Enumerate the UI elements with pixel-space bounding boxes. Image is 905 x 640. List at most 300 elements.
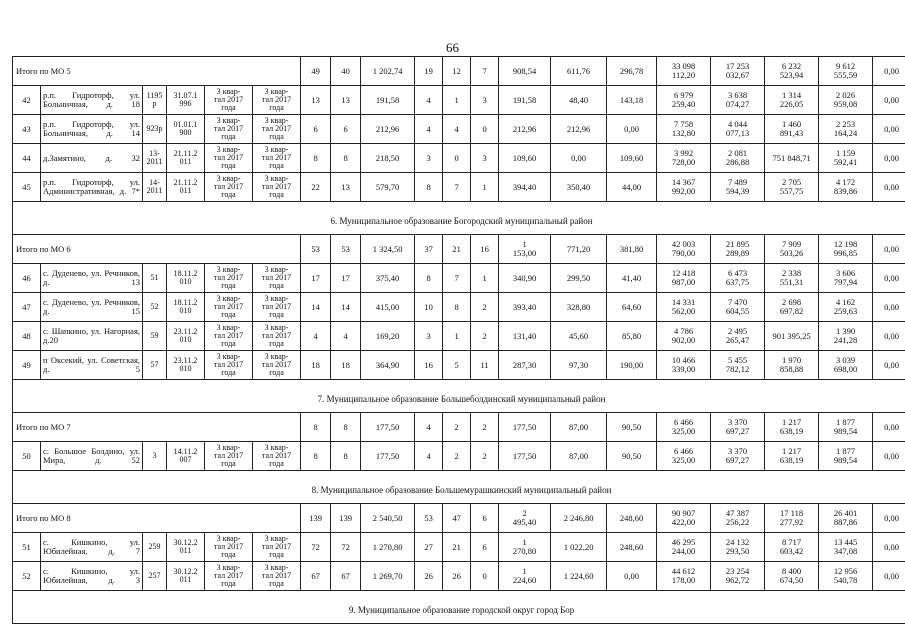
value-cell: 1 224,60	[499, 562, 551, 591]
value-cell: 24 132 293,50	[711, 533, 765, 562]
doc-number: 257	[143, 562, 167, 591]
housing-table	[12, 56, 905, 624]
value-cell: 14 367 992,00	[657, 173, 711, 202]
section-header-row	[13, 380, 905, 413]
total-value: 33 098 112,20	[657, 57, 711, 86]
planned-quarter: 3 квар- тал 2017 года	[205, 173, 253, 202]
value-cell: 8	[301, 442, 331, 471]
value-cell: 5 455 782,12	[711, 351, 765, 380]
total-value: 381,80	[607, 235, 657, 264]
planned-quarter: 3 квар- тал 2017 года	[253, 264, 301, 293]
row-number: 50	[13, 442, 41, 471]
value-cell: 4	[331, 322, 361, 351]
total-value: 908,54	[499, 57, 551, 86]
doc-date: 30.12.2 011	[167, 562, 205, 591]
value-cell: 212,96	[499, 115, 551, 144]
total-value: 771,20	[551, 235, 607, 264]
value-cell: 4 162 259,63	[819, 293, 873, 322]
value-cell: 8	[301, 144, 331, 173]
total-value: 8	[301, 413, 331, 442]
total-value: 0,00	[873, 413, 905, 442]
value-cell: 72	[301, 533, 331, 562]
table-row	[13, 264, 905, 293]
value-cell: 4	[415, 86, 443, 115]
value-cell: 3	[415, 322, 443, 351]
value-cell: 131,40	[499, 322, 551, 351]
value-cell: 6	[301, 115, 331, 144]
total-value: 42 003 790,00	[657, 235, 711, 264]
total-value: 1 202,74	[361, 57, 415, 86]
total-value: 12 198 996,85	[819, 235, 873, 264]
total-row	[13, 413, 905, 442]
value-cell: 0,00	[873, 351, 905, 380]
value-cell: 0,00	[873, 264, 905, 293]
doc-number: 51	[143, 264, 167, 293]
value-cell: 2	[471, 322, 499, 351]
value-cell: 0,00	[873, 293, 905, 322]
total-value: 7 909 503,26	[765, 235, 819, 264]
value-cell: 6	[331, 115, 361, 144]
value-cell: 0	[471, 115, 499, 144]
total-value: 1 324,50	[361, 235, 415, 264]
value-cell: 12 956 540,78	[819, 562, 873, 591]
value-cell: 22	[301, 173, 331, 202]
table-row	[13, 442, 905, 471]
value-cell: 1 159 592,41	[819, 144, 873, 173]
total-value: 53	[301, 235, 331, 264]
table-row	[13, 351, 905, 380]
planned-quarter: 3 квар- тал 2017 года	[205, 322, 253, 351]
value-cell: 218,50	[361, 144, 415, 173]
doc-number: 57	[143, 351, 167, 380]
planned-quarter: 3 квар- тал 2017 года	[205, 86, 253, 115]
address-cell: р.п. Гидроторф, ул. Больничная, д. 18	[41, 86, 143, 115]
value-cell: 8	[443, 293, 471, 322]
value-cell: 2 705 557,75	[765, 173, 819, 202]
value-cell: 0,00	[873, 322, 905, 351]
total-label: Итого по МО 8	[13, 504, 301, 533]
table-row	[13, 173, 905, 202]
planned-quarter: 3 квар- тал 2017 года	[205, 442, 253, 471]
value-cell: 13	[301, 86, 331, 115]
planned-quarter: 3 квар- тал 2017 года	[253, 293, 301, 322]
value-cell: 44,00	[607, 173, 657, 202]
value-cell: 212,96	[551, 115, 607, 144]
value-cell: 85,80	[607, 322, 657, 351]
value-cell: 17	[331, 264, 361, 293]
value-cell: 1 970 858,88	[765, 351, 819, 380]
value-cell: 1	[443, 86, 471, 115]
total-value: 17 253 032,67	[711, 57, 765, 86]
value-cell: 6 473 637,75	[711, 264, 765, 293]
total-value: 37	[415, 235, 443, 264]
value-cell: 0,00	[873, 442, 905, 471]
row-number: 51	[13, 533, 41, 562]
doc-number: 13- 2011	[143, 144, 167, 173]
table-row	[13, 115, 905, 144]
value-cell: 1 460 891,43	[765, 115, 819, 144]
doc-number: 259	[143, 533, 167, 562]
total-value: 4	[415, 413, 443, 442]
value-cell: 7 758 132,80	[657, 115, 711, 144]
planned-quarter: 3 квар- тал 2017 года	[205, 562, 253, 591]
value-cell: 6 979 259,40	[657, 86, 711, 115]
total-value: 47 387 256,22	[711, 504, 765, 533]
total-value: 1 217 638,19	[765, 413, 819, 442]
value-cell: 394,40	[499, 173, 551, 202]
value-cell: 191,58	[361, 86, 415, 115]
value-cell: 143,18	[607, 86, 657, 115]
value-cell: 4	[415, 442, 443, 471]
value-cell: 4 044 077,13	[711, 115, 765, 144]
total-value: 0,00	[873, 57, 905, 86]
value-cell: 3	[471, 144, 499, 173]
value-cell: 3	[471, 86, 499, 115]
row-number: 52	[13, 562, 41, 591]
value-cell: 169,20	[361, 322, 415, 351]
value-cell: 13 445 347,08	[819, 533, 873, 562]
value-cell: 177,50	[499, 442, 551, 471]
value-cell: 6	[471, 533, 499, 562]
total-label: Итого по МО 7	[13, 413, 301, 442]
value-cell: 4	[301, 322, 331, 351]
value-cell: 212,96	[361, 115, 415, 144]
value-cell: 0,00	[607, 115, 657, 144]
value-cell: 67	[301, 562, 331, 591]
value-cell: 2 698 697,82	[765, 293, 819, 322]
value-cell: 3 039 698,00	[819, 351, 873, 380]
value-cell: 97,30	[551, 351, 607, 380]
value-cell: 2 253 164,24	[819, 115, 873, 144]
doc-number: 52	[143, 293, 167, 322]
value-cell: 2	[443, 442, 471, 471]
total-value: 296,78	[607, 57, 657, 86]
value-cell: 4	[443, 115, 471, 144]
total-value: 177,50	[499, 413, 551, 442]
planned-quarter: 3 квар- тал 2017 года	[253, 86, 301, 115]
address-cell: р.п. Гидроторф, ул. Больничная, д. 14	[41, 115, 143, 144]
value-cell: 18	[301, 351, 331, 380]
value-cell: 64,60	[607, 293, 657, 322]
planned-quarter: 3 квар- тал 2017 года	[253, 322, 301, 351]
value-cell: 751 848,71	[765, 144, 819, 173]
value-cell: 3	[415, 144, 443, 173]
section-header-row	[13, 202, 905, 235]
row-number: 45	[13, 173, 41, 202]
table-row	[13, 86, 905, 115]
planned-quarter: 3 квар- тал 2017 года	[205, 144, 253, 173]
value-cell: 248,60	[607, 533, 657, 562]
value-cell: 46 295 244,00	[657, 533, 711, 562]
value-cell: 2 026 959,08	[819, 86, 873, 115]
planned-quarter: 3 квар- тал 2017 года	[205, 115, 253, 144]
value-cell: 7	[443, 173, 471, 202]
value-cell: 1 022,20	[551, 533, 607, 562]
value-cell: 1 314 226,05	[765, 86, 819, 115]
total-value: 6	[471, 504, 499, 533]
value-cell: 0	[443, 144, 471, 173]
total-value: 2 540,50	[361, 504, 415, 533]
total-value: 139	[331, 504, 361, 533]
doc-number: 14- 2011	[143, 173, 167, 202]
total-value: 8	[331, 413, 361, 442]
value-cell: 21	[443, 533, 471, 562]
total-value: 90 907 422,00	[657, 504, 711, 533]
value-cell: 191,58	[499, 86, 551, 115]
value-cell: 8	[415, 173, 443, 202]
planned-quarter: 3 квар- тал 2017 года	[205, 533, 253, 562]
value-cell: 8	[415, 264, 443, 293]
value-cell: 328,80	[551, 293, 607, 322]
total-value: 40	[331, 57, 361, 86]
value-cell: 45,60	[551, 322, 607, 351]
value-cell: 2	[471, 442, 499, 471]
total-value: 21	[443, 235, 471, 264]
value-cell: 44 612 178,00	[657, 562, 711, 591]
table-row	[13, 144, 905, 173]
value-cell: 579,70	[361, 173, 415, 202]
value-cell: 26	[415, 562, 443, 591]
total-value: 6 466 325,00	[657, 413, 711, 442]
value-cell: 1 217 638,19	[765, 442, 819, 471]
value-cell: 1	[471, 264, 499, 293]
total-value: 139	[301, 504, 331, 533]
value-cell: 0,00	[551, 144, 607, 173]
planned-quarter: 3 квар- тал 2017 года	[253, 533, 301, 562]
total-row	[13, 504, 905, 533]
value-cell: 375,40	[361, 264, 415, 293]
total-value: 611,76	[551, 57, 607, 86]
value-cell: 8	[331, 442, 361, 471]
total-value: 87,00	[551, 413, 607, 442]
value-cell: 72	[331, 533, 361, 562]
total-value: 26 401 887,86	[819, 504, 873, 533]
row-number: 48	[13, 322, 41, 351]
table-row	[13, 322, 905, 351]
doc-number: 3	[143, 442, 167, 471]
doc-date: 30.12.2 011	[167, 533, 205, 562]
address-cell: с. Дуденево, ул. Речников, д. 15	[41, 293, 143, 322]
total-value: 12	[443, 57, 471, 86]
total-value: 2 495,40	[499, 504, 551, 533]
value-cell: 13	[331, 173, 361, 202]
value-cell: 13	[331, 86, 361, 115]
section-title: 9. Муниципальное образование городской округ город Бор	[13, 591, 905, 624]
planned-quarter: 3 квар- тал 2017 года	[205, 293, 253, 322]
planned-quarter: 3 квар- тал 2017 года	[253, 562, 301, 591]
address-cell: с. Кишкино, ул. Юбилейная, д. 3	[41, 562, 143, 591]
total-value: 47	[443, 504, 471, 533]
value-cell: 7 470 604,55	[711, 293, 765, 322]
doc-number: 1195 р	[143, 86, 167, 115]
value-cell: 41,40	[607, 264, 657, 293]
value-cell: 14	[331, 293, 361, 322]
total-label: Итого по МО 6	[13, 235, 301, 264]
section-header-row	[13, 591, 905, 624]
value-cell: 4 786 902,00	[657, 322, 711, 351]
doc-date: 31.07.1 996	[167, 86, 205, 115]
value-cell: 8 717 603,42	[765, 533, 819, 562]
value-cell: 14	[301, 293, 331, 322]
value-cell: 0,00	[873, 533, 905, 562]
doc-number: 923р	[143, 115, 167, 144]
section-title: 8. Муниципальное образование Большемурашкинский муниципальный район	[13, 471, 905, 504]
total-value: 0,00	[873, 235, 905, 264]
value-cell: 11	[471, 351, 499, 380]
total-row	[13, 57, 905, 86]
total-value: 1 153,00	[499, 235, 551, 264]
value-cell: 1	[443, 322, 471, 351]
row-number: 43	[13, 115, 41, 144]
value-cell: 4 172 839,86	[819, 173, 873, 202]
doc-date: 23.11.2 010	[167, 351, 205, 380]
total-value: 0,00	[873, 504, 905, 533]
doc-date: 21.11.2 011	[167, 144, 205, 173]
address-cell: с. Кишкино, ул. Юбилейная, д. 7	[41, 533, 143, 562]
total-value: 49	[301, 57, 331, 86]
value-cell: 0	[471, 562, 499, 591]
value-cell: 6 466 325,00	[657, 442, 711, 471]
value-cell: 3 638 074,27	[711, 86, 765, 115]
value-cell: 0,00	[873, 562, 905, 591]
total-value: 177,50	[361, 413, 415, 442]
planned-quarter: 3 квар- тал 2017 года	[253, 173, 301, 202]
value-cell: 26	[443, 562, 471, 591]
planned-quarter: 3 квар- тал 2017 года	[253, 442, 301, 471]
value-cell: 2 338 551,31	[765, 264, 819, 293]
row-number: 47	[13, 293, 41, 322]
value-cell: 177,50	[361, 442, 415, 471]
value-cell: 340,90	[499, 264, 551, 293]
section-header-row	[13, 471, 905, 504]
value-cell: 109,60	[499, 144, 551, 173]
value-cell: 1 270,80	[361, 533, 415, 562]
planned-quarter: 3 квар- тал 2017 года	[253, 351, 301, 380]
total-value: 2	[471, 413, 499, 442]
total-value: 90,50	[607, 413, 657, 442]
value-cell: 1 270,80	[499, 533, 551, 562]
value-cell: 7 489 594,39	[711, 173, 765, 202]
total-value: 248,60	[607, 504, 657, 533]
total-value: 53	[415, 504, 443, 533]
value-cell: 3 606 797,94	[819, 264, 873, 293]
doc-date: 21.11.2 011	[167, 173, 205, 202]
value-cell: 2 495 265,47	[711, 322, 765, 351]
value-cell: 14 331 562,00	[657, 293, 711, 322]
planned-quarter: 3 квар- тал 2017 года	[253, 144, 301, 173]
address-cell: с. Шапкино, ул. Нагорная, д.20	[41, 322, 143, 351]
total-value: 6 232 523,94	[765, 57, 819, 86]
total-label: Итого по МО 5	[13, 57, 301, 86]
planned-quarter: 3 квар- тал 2017 года	[253, 115, 301, 144]
section-title: 7. Муниципальное образование Большеболдинский муниципальный район	[13, 380, 905, 413]
doc-date: 23.11.2 010	[167, 322, 205, 351]
value-cell: 2	[471, 293, 499, 322]
value-cell: 87,00	[551, 442, 607, 471]
value-cell: 1 877 989,54	[819, 442, 873, 471]
table-row	[13, 533, 905, 562]
planned-quarter: 3 квар- тал 2017 года	[205, 351, 253, 380]
value-cell: 190,00	[607, 351, 657, 380]
value-cell: 27	[415, 533, 443, 562]
planned-quarter: 3 квар- тал 2017 года	[205, 264, 253, 293]
row-number: 42	[13, 86, 41, 115]
total-value: 53	[331, 235, 361, 264]
row-number: 46	[13, 264, 41, 293]
value-cell: 0,00	[873, 86, 905, 115]
row-number: 49	[13, 351, 41, 380]
table-row	[13, 562, 905, 591]
value-cell: 393,40	[499, 293, 551, 322]
value-cell: 415,00	[361, 293, 415, 322]
value-cell: 299,50	[551, 264, 607, 293]
value-cell: 67	[331, 562, 361, 591]
value-cell: 8	[331, 144, 361, 173]
address-cell: с. Большое Болдино, ул. Мира, д. 52	[41, 442, 143, 471]
section-title: 6. Муниципальное образование Богородский муниципальный район	[13, 202, 905, 235]
row-number: 44	[13, 144, 41, 173]
value-cell: 0,00	[873, 144, 905, 173]
value-cell: 350,40	[551, 173, 607, 202]
value-cell: 3 992 728,00	[657, 144, 711, 173]
value-cell: 0,00	[873, 115, 905, 144]
value-cell: 1	[471, 173, 499, 202]
value-cell: 23 254 962,72	[711, 562, 765, 591]
total-value: 2	[443, 413, 471, 442]
address-cell: п Оксекий, ул. Советская, д. 5	[41, 351, 143, 380]
value-cell: 16	[415, 351, 443, 380]
value-cell: 10	[415, 293, 443, 322]
total-value: 19	[415, 57, 443, 86]
doc-number: 59	[143, 322, 167, 351]
total-value: 16	[471, 235, 499, 264]
address-cell: д.Замятино, д. 32	[41, 144, 143, 173]
total-row	[13, 235, 905, 264]
value-cell: 0,00	[873, 173, 905, 202]
value-cell: 8 400 674,50	[765, 562, 819, 591]
table-row	[13, 293, 905, 322]
value-cell: 109,60	[607, 144, 657, 173]
total-value: 17 118 277,92	[765, 504, 819, 533]
value-cell: 2 081 286,88	[711, 144, 765, 173]
value-cell: 5	[443, 351, 471, 380]
doc-date: 18.11.2 010	[167, 264, 205, 293]
value-cell: 90,50	[607, 442, 657, 471]
total-value: 21 895 289,89	[711, 235, 765, 264]
total-value: 3 370 697,27	[711, 413, 765, 442]
value-cell: 4	[415, 115, 443, 144]
value-cell: 0,00	[607, 562, 657, 591]
value-cell: 3 370 697,27	[711, 442, 765, 471]
doc-date: 01.01.1 900	[167, 115, 205, 144]
address-cell: р.п. Гидроторф, ул. Административная, д. 7*	[41, 173, 143, 202]
value-cell: 17	[301, 264, 331, 293]
value-cell: 1 269,70	[361, 562, 415, 591]
page-number: 66	[446, 40, 459, 55]
value-cell: 901 395,25	[765, 322, 819, 351]
address-cell: с. Дуденево, ул. Речников, д. 13	[41, 264, 143, 293]
value-cell: 12 418 987,00	[657, 264, 711, 293]
total-value: 2 246,80	[551, 504, 607, 533]
value-cell: 10 466 339,00	[657, 351, 711, 380]
doc-date: 18.11.2 010	[167, 293, 205, 322]
value-cell: 1 224,60	[551, 562, 607, 591]
value-cell: 18	[331, 351, 361, 380]
value-cell: 287,30	[499, 351, 551, 380]
total-value: 7	[471, 57, 499, 86]
total-value: 1 877 989,54	[819, 413, 873, 442]
value-cell: 1 390 241,28	[819, 322, 873, 351]
